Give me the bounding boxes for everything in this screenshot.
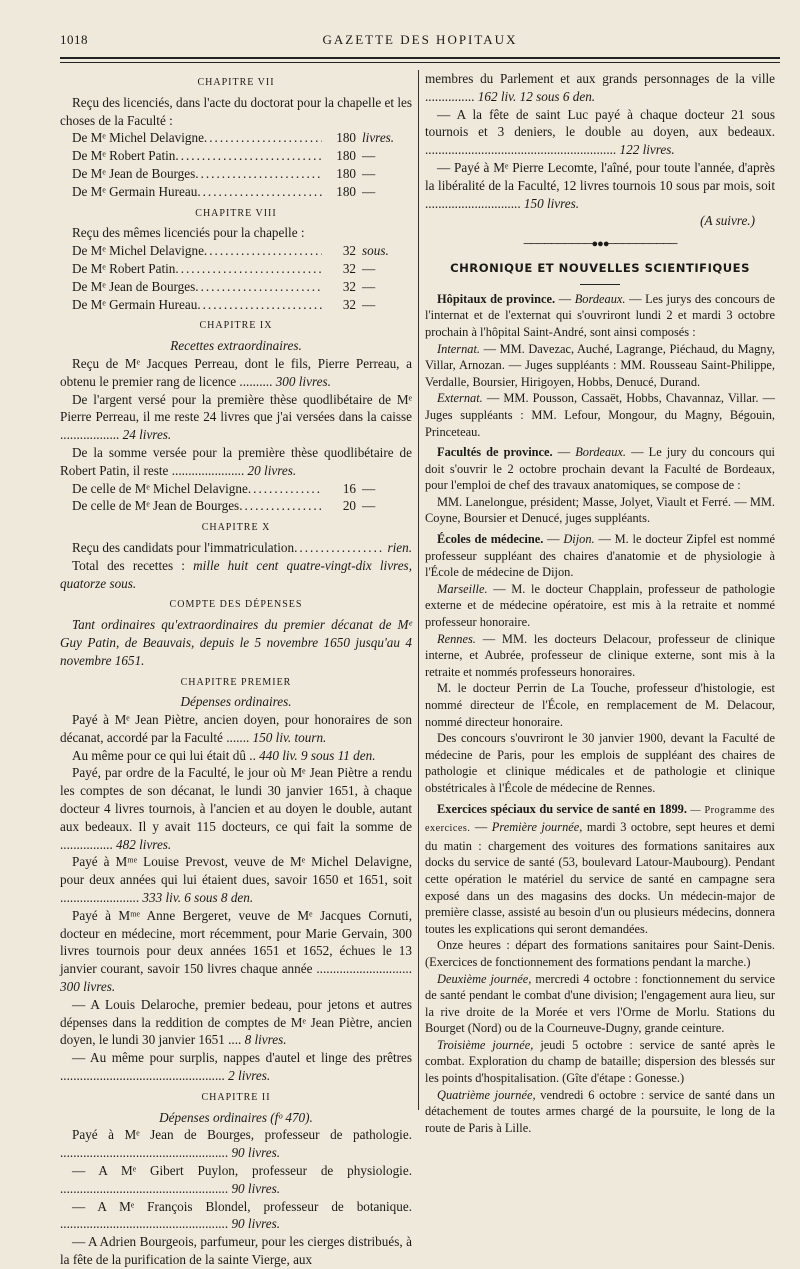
ledger-row: Reçu des candidats pour l'immatriculation ..... rien. — [60, 539, 412, 557]
paragraph: Payé à Mᵐᵉ Anne Bergeret, veuve de Mᵉ Jacques Cornuti, docteur en médecine, mort récemment, pour Marie Gervain, 300 livres tournois pour deux années 1651 et 1652, échues le 13 janvier courant, savoir 150 livres chaque année ............................. 300 livres. — [60, 907, 412, 995]
column-divider — [418, 70, 419, 1110]
ledger-row: De Mᵉ Robert Patin ..... 180 — — [60, 147, 412, 165]
news-item: Écoles de médecine. — Dijon. — M. le docteur Zipfel est nommé professeur suppléant des chaires d'anatomie et de physiologie à l'École de médecine de Dijon. — [425, 532, 775, 580]
journal-title: GAZETTE DES HOPITAUX — [322, 32, 518, 47]
page-number: 1018 — [60, 32, 88, 47]
section-rule — [580, 284, 620, 285]
to-be-continued: (A suivre.) — [700, 213, 755, 229]
paragraph: Reçu des licenciés, dans l'acte du doctorat pour la chapelle et les choses de la Faculté : — [60, 94, 412, 128]
page-header — [60, 32, 780, 52]
news-item: Rennes. — MM. les docteurs Delacour, professeur de clinique interne, et Aubrée, professeur de clinique externe, sont mis à la retraite et nommés professeurs honoraires. — [425, 631, 775, 679]
chapter-subheading: Dépenses ordinaires (fᵒ 470). — [159, 1109, 313, 1125]
news-item: Internat. — MM. Davezac, Auché, Lagrange, Piéchaud, du Magny, Villar, Arnozan. — Juges suppléants : MM. Rousseau Saint-Philippe, Verdalle, Boursier, Hirigoyen, Hobbs, Denucé, Durand. — [425, 341, 775, 389]
news-item: MM. Lanelongue, président; Masse, Jolyet, Viault et Ferré. — MM. Coyne, Boursier et Denucé, juges suppléants. — [425, 494, 775, 526]
news-item: M. le docteur Perrin de La Touche, professeur d'histologie, est nommé directeur de l'École, en remplacement de M. Delacour, nommé directeur honoraire. — [425, 681, 775, 729]
chapter-heading: CHAPITRE IX — [199, 320, 273, 332]
paragraph: — A Louis Delaroche, premier bedeau, pour jetons et autres dépenses dans la reddition de comptes de Mᵉ Jean Piètre, ancien doyen, le lundi 30 janvier 1651 .... 8 livres. — [60, 996, 412, 1048]
paragraph: Payé, par ordre de la Faculté, le jour où Mᵉ Jean Piètre a rendu les comptes de son décanat, le lundi 30 janvier 1651, à chaque docteur 4 livres tournois, à l'ancien et au doyen le double, autant aux bedeaux. Il y avait 115 docteurs, ce qui fait la somme de ................ 482 livres. — [60, 765, 412, 852]
separator-ornament: ──────────●●●────────── — [523, 238, 677, 251]
news-item: Deuxième journée, mercredi 4 octobre : fonctionnement du service de santé pendant le combat d'une division; l'engagement aura lieu, sur la rive droite de la Morée et vers l'Orme de Morlu. Stations du Bourget (Nord) ou de la Courneuve-Dugny, grande ceinture. — [425, 971, 775, 1036]
ledger-row: De celle de Mᵉ Jean de Bourges ..... 20 — — [60, 497, 412, 515]
ledger-row: De Mᵉ Germain Hureau ..... 180 — — [60, 183, 412, 201]
paragraph: Au même pour ce qui lui était dû .. 440 liv. 9 sous 11 den. — [72, 747, 376, 763]
ledger-row: De Mᵉ Michel Delavigne ..... 32 sous. — [60, 242, 412, 260]
news-item: Facultés de province. — Bordeaux. — Le jury du concours qui doit s'ouvrir le 2 octobre prochain devant la Faculté de Bordeaux, pour l'emploi de chef des travaux anatomiques, se compose de : — [425, 445, 775, 493]
news-item: Externat. — MM. Pousson, Cassaët, Hobbs, Chavannaz, Villar. — Juges suppléants : MM. Lefour, Mongour, du Magny, Bégouin, Princeteau. — [425, 391, 775, 439]
ledger-row: De Mᵉ Germain Hureau ..... 32 — — [60, 296, 412, 314]
paragraph: — A Adrien Bourgeois, parfumeur, pour les cierges distribués, à la fête de la purification de la sainte Vierge, aux — [60, 1234, 412, 1267]
paragraph: Reçu de Mᵉ Jacques Perreau, dont le fils, Pierre Perreau, a obtenu le premier rang de licence .......... 300 livres. — [60, 355, 412, 389]
chapter-heading: CHAPITRE VIII — [195, 207, 277, 219]
ledger-row: De Mᵉ Jean de Bourges ..... 180 — — [60, 165, 412, 183]
ledger-row: De Mᵉ Robert Patin ..... 32 — — [60, 260, 412, 278]
news-item: Marseille. — M. le docteur Chapplain, professeur de pathologie externe et de médecine opératoire, est mis à la retraite et nommé professeur honoraire. — [425, 581, 775, 630]
right-column — [425, 70, 775, 1136]
paragraph: Reçu des mêmes licenciés pour la chapelle : — [72, 225, 305, 241]
paragraph: Payé à Mᵉ Jean Piètre, ancien doyen, pour honoraires de son décanat, accordé par la Faculté ....... 150 liv. tourn. — [60, 712, 412, 745]
paragraph: Payé à Mᵉ Jean de Bourges, professeur de pathologie. ................................................... 90 livres. — [60, 1127, 412, 1161]
paragraph: — Au même pour surplis, nappes d'autel et linge des prêtres .................................................. 2 livres. — [60, 1050, 412, 1084]
section-heading: COMPTE DES DÉPENSES — [169, 599, 303, 611]
paragraph: De l'argent versé pour la première thèse quodlibétaire de Mᵉ Pierre Perreau, il me reste 24 livres que j'ai versées dans la caisse .................. 24 livres. — [60, 391, 412, 443]
ledger-row: De Mᵉ Jean de Bourges ..... 32 — — [60, 278, 412, 296]
news-item: Troisième journée, jeudi 5 octobre : service de santé après le combat. Exploration du champ de bataille; dispersion des blessés sur les points d'hospitalisation. (Gîte d'étape : Gonesse.) — [425, 1037, 775, 1086]
news-item: Des concours s'ouvriront le 30 janvier 1900, devant la Faculté de médecine de Paris, pour les emplois de suppléant des chaires de pathologie et clinique médicales et de pathologie et clinique obstétricales à l'École de médecine de Rennes. — [425, 731, 775, 795]
section-title: CHRONIQUE ET NOUVELLES SCIENTIFIQUES — [450, 260, 750, 275]
paragraph: Total des recettes : mille huit cent quatre-vingt-dix livres, quatorze sous. — [60, 557, 412, 591]
section-subtitle: Tant ordinaires qu'extraordinaires du premier décanat de Mᵉ Guy Patin, de Beauvais, depuis le 5 novembre 1650 jusqu'au 4 novembre 1651. — [60, 617, 412, 668]
paragraph: — A Mᵉ Gibert Puylon, professeur de physiologie. ................................................... 90 livres. — [60, 1163, 412, 1196]
news-item: Onze heures : départ des formations sanitaires pour Saint-Denis. (Exercices de fonctionnement des formations pendant la marche.) — [425, 938, 775, 969]
ledger-row: De celle de Mᵉ Michel Delavigne ..... 16 — — [60, 480, 412, 498]
news-item: Exercices spéciaux du service de santé en 1899. — Programme des exercices. — Première journée, mardi 3 octobre, sept heures et demi du matin : chargement des voitures des formations sanitaires aux docks du service de santé (53, boulevard Latour-Maubourg). Pendant cette opération le matériel du service de santé en campagne sera exposé dans un des magasins des docks. Un médecin-major de première classe, assisté au besoin d'un ou plusieurs médecins, donnera toutes les explications qui seront demandées. — [425, 801, 775, 936]
ledger-row: De Mᵉ Michel Delavigne ..... 180 livres. — [60, 129, 412, 147]
news-item: Hôpitaux de province. — Bordeaux. — Les jurys des concours de l'internat et de l'externat qui s'ouvriront lundi 2 et mardi 3 octobre prochain à l'hôpital Saint-André, sont ainsi composés : — [425, 291, 775, 339]
paragraph: — Payé à Mᵉ Pierre Lecomte, l'aîné, pour toute l'année, d'après la libéralité de la Faculté, 12 livres tournois 10 sous par mois, soit ............................. 150 livres. — [425, 159, 775, 211]
chapter-heading: CHAPITRE X — [201, 522, 271, 534]
paragraph: membres du Parlement et aux grands personnages de la ville ............... 162 liv. 12 sous 6 den. — [425, 71, 775, 104]
paragraph: De la somme versée pour la première thèse quodlibétaire de Robert Patin, il reste ...................... 20 livres. — [60, 444, 412, 478]
header-rule-thin — [60, 62, 780, 63]
header-rule — [60, 57, 780, 59]
chapter-heading: CHAPITRE II — [201, 1091, 271, 1103]
paragraph: — A la fête de saint Luc payé à chaque docteur 21 sous tournois et 3 deniers, le double au doyen, aux bedeaux. .......................................................... 122 livres. — [425, 106, 775, 158]
left-column — [60, 70, 412, 1269]
paragraph: — A Mᵉ François Blondel, professeur de botanique. ................................................... 90 livres. — [60, 1198, 412, 1232]
chapter-heading: CHAPITRE VII — [197, 77, 275, 88]
chapter-subheading: Recettes extraordinaires. — [170, 338, 302, 354]
paragraph: Payé à Mᵐᵉ Louise Prevost, veuve de Mᵉ Michel Delavigne, pour deux années qui lui étaient dues, savoir 1650 et 1651, soit ........................ 333 liv. 6 sous 8 den. — [60, 854, 412, 906]
chapter-heading: CHAPITRE PREMIER — [180, 676, 292, 688]
chapter-subheading: Dépenses ordinaires. — [180, 694, 292, 710]
news-item: Quatrième journée, vendredi 6 octobre : service de santé dans un détachement de toutes armes chargé de la poursuite, le long de la route de Paris à Lille. — [425, 1087, 775, 1135]
